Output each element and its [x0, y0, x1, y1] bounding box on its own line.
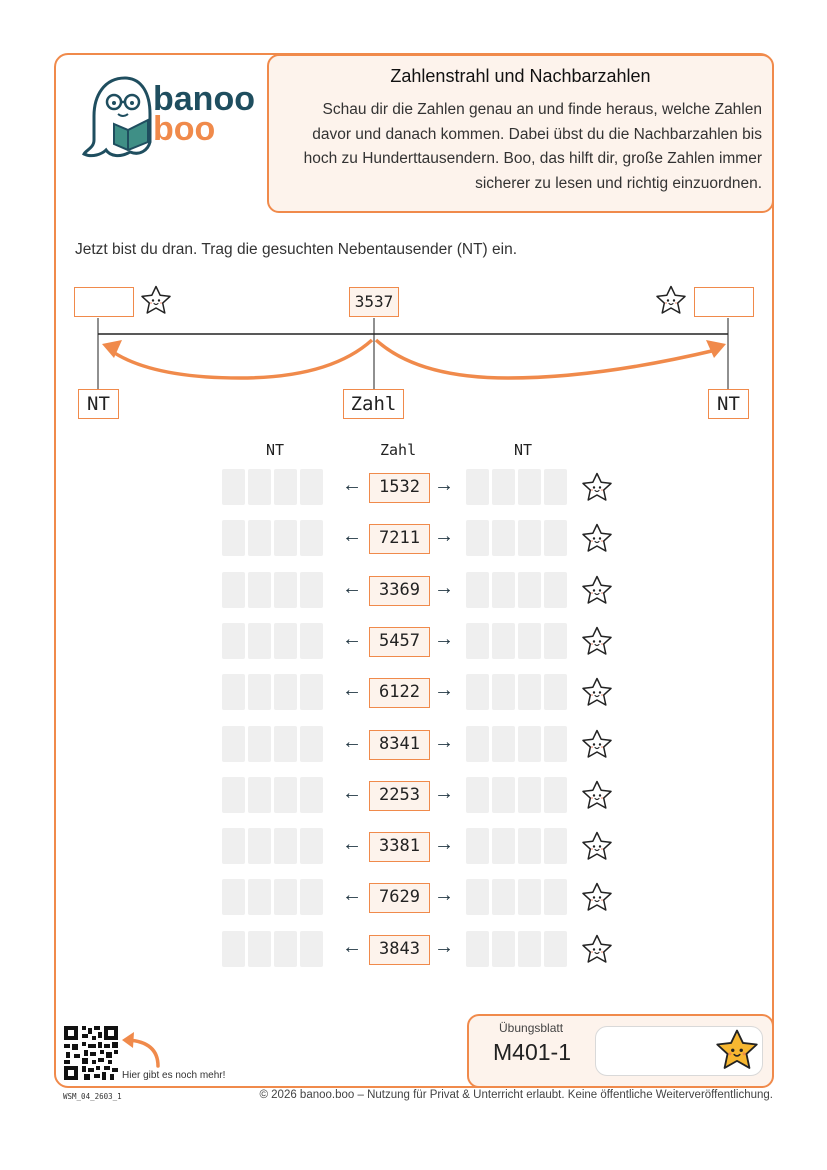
right-nt-digit-cell[interactable] [518, 572, 541, 608]
left-arrow-icon: ← [342, 627, 362, 650]
right-nt-digit-cell[interactable] [544, 726, 567, 762]
right-arrow-icon: → [434, 679, 454, 702]
star-face-icon [580, 676, 614, 710]
right-nt-digit-cell[interactable] [466, 520, 489, 556]
qr-caption: Hier gibt es noch mehr! [122, 1070, 226, 1081]
left-nt-digit-cell[interactable] [248, 469, 271, 505]
document-id: WSM_04_2603_1 [63, 1092, 122, 1101]
right-nt-digit-cell[interactable] [518, 879, 541, 915]
right-nt-digit-cell[interactable] [466, 674, 489, 710]
left-nt-digit-cell[interactable] [300, 828, 323, 864]
right-nt-digit-cell[interactable] [492, 469, 515, 505]
right-nt-digit-cell[interactable] [466, 777, 489, 813]
given-number: 3369 [369, 576, 430, 606]
header-left-nt: NT [266, 441, 285, 459]
right-arrow-icon: → [434, 627, 454, 650]
left-arrow-icon: ← [342, 935, 362, 958]
left-nt-digit-cell[interactable] [222, 623, 245, 659]
instruction-text: Jetzt bist du dran. Trag die gesuchten Nebentausender (NT) ein. [75, 241, 517, 258]
left-arrow-icon: ← [342, 525, 362, 548]
right-nt-digit-cell[interactable] [518, 520, 541, 556]
right-nt-digit-cell[interactable] [492, 726, 515, 762]
right-nt-digit-cell[interactable] [492, 520, 515, 556]
sheet-label: Übungsblatt [499, 1021, 564, 1035]
star-face-icon [580, 471, 614, 505]
star-face-icon [580, 830, 614, 864]
right-nt-digit-cell[interactable] [492, 572, 515, 608]
left-nt-digit-cell[interactable] [274, 623, 297, 659]
given-number: 3381 [369, 832, 430, 862]
right-arrow-icon: → [434, 474, 454, 496]
right-nt-digit-cell[interactable] [544, 931, 567, 967]
sheet-code: M401-1 [493, 1039, 571, 1065]
left-nt-digit-cell[interactable] [274, 777, 297, 813]
given-number: 2253 [369, 781, 430, 811]
table-row [0, 572, 827, 608]
curved-arrow-icon [118, 1028, 168, 1070]
right-nt-digit-cell[interactable] [466, 623, 489, 659]
right-arrow-icon: → [434, 833, 454, 856]
star-face-icon [580, 933, 614, 967]
left-nt-digit-cell[interactable] [248, 879, 271, 915]
left-nt-digit-cell[interactable] [222, 726, 245, 762]
right-nt-digit-cell[interactable] [518, 931, 541, 967]
given-number: 7629 [369, 883, 430, 913]
right-nt-digit-cell[interactable] [518, 726, 541, 762]
right-nt-digit-cell[interactable] [466, 828, 489, 864]
right-nt-digit-cell[interactable] [466, 726, 489, 762]
right-nt-digit-cell[interactable] [466, 572, 489, 608]
left-arrow-icon: ← [342, 884, 362, 907]
star-face-icon [580, 625, 614, 659]
star-face-filled-icon [711, 1027, 763, 1075]
right-nt-digit-cell[interactable] [544, 469, 567, 505]
left-nt-digit-cell[interactable] [274, 879, 297, 915]
left-nt-digit-cell[interactable] [274, 520, 297, 556]
star-face-icon [580, 574, 614, 608]
left-arrow-icon: ← [342, 781, 362, 804]
left-nt-digit-cell[interactable] [300, 469, 323, 505]
left-nt-digit-cell[interactable] [300, 726, 323, 762]
left-nt-digit-cell[interactable] [300, 520, 323, 556]
right-nt-digit-cell[interactable] [544, 623, 567, 659]
right-arrow-icon: → [434, 730, 454, 753]
right-arrow-icon: → [434, 576, 454, 599]
right-nt-digit-cell[interactable] [518, 623, 541, 659]
left-nt-digit-cell[interactable] [248, 520, 271, 556]
right-nt-digit-cell[interactable] [492, 931, 515, 967]
right-arrow-icon: → [434, 525, 454, 548]
table-row [0, 726, 827, 762]
qr-code-icon[interactable] [64, 1026, 118, 1080]
example-right-answer-box[interactable] [694, 287, 754, 317]
given-number: 1532 [369, 473, 430, 503]
brand-line-1: banoo [153, 80, 255, 118]
right-nt-digit-cell[interactable] [544, 520, 567, 556]
left-nt-digit-cell[interactable] [274, 469, 297, 505]
right-nt-digit-cell[interactable] [518, 674, 541, 710]
left-nt-digit-cell[interactable] [222, 520, 245, 556]
copyright-notice: © 2026 banoo.boo – Nutzung für Privat & Unterricht erlaubt. Keine öffentliche Weiterveröffentlichung. [259, 1089, 773, 1101]
label-right-nt: NT [708, 389, 749, 419]
right-nt-digit-cell[interactable] [492, 828, 515, 864]
star-face-icon [580, 522, 614, 556]
given-number: 3843 [369, 935, 430, 965]
header-zahl: Zahl [380, 441, 417, 459]
left-nt-digit-cell[interactable] [248, 828, 271, 864]
given-number: 5457 [369, 627, 430, 657]
left-nt-digit-cell[interactable] [222, 469, 245, 505]
label-zahl: Zahl [343, 389, 404, 419]
right-nt-digit-cell[interactable] [544, 674, 567, 710]
left-arrow-icon: ← [342, 474, 362, 496]
left-arrow-icon: ← [342, 576, 362, 599]
right-nt-digit-cell[interactable] [492, 777, 515, 813]
left-nt-digit-cell[interactable] [300, 931, 323, 967]
table-row [0, 777, 827, 813]
left-nt-digit-cell[interactable] [248, 726, 271, 762]
table-row [0, 828, 827, 864]
left-nt-digit-cell[interactable] [274, 572, 297, 608]
left-nt-digit-cell[interactable] [222, 777, 245, 813]
left-nt-digit-cell[interactable] [300, 674, 323, 710]
right-nt-digit-cell[interactable] [518, 469, 541, 505]
right-arrow-icon: → [434, 884, 454, 907]
left-nt-digit-cell[interactable] [274, 674, 297, 710]
left-arrow-icon: ← [342, 679, 362, 702]
example-left-answer-box[interactable] [74, 287, 134, 317]
right-nt-digit-cell[interactable] [466, 931, 489, 967]
left-nt-digit-cell[interactable] [300, 623, 323, 659]
right-nt-digit-cell[interactable] [466, 469, 489, 505]
example-number: 3537 [349, 287, 399, 317]
left-nt-digit-cell[interactable] [248, 931, 271, 967]
table-row [0, 469, 827, 505]
right-arrow-icon: → [434, 781, 454, 804]
left-nt-digit-cell[interactable] [248, 777, 271, 813]
right-arrow-icon: → [434, 935, 454, 958]
right-nt-digit-cell[interactable] [492, 879, 515, 915]
right-nt-digit-cell[interactable] [492, 623, 515, 659]
right-nt-digit-cell[interactable] [544, 572, 567, 608]
left-nt-digit-cell[interactable] [248, 674, 271, 710]
table-row [0, 520, 827, 556]
table-row [0, 674, 827, 710]
table-row [0, 879, 827, 915]
task-description: Schau dir die Zahlen genau an und finde heraus, welche Zahlen davor und danach kommen. Dabei übst du die Nachbarzahlen bis hoch zu Hunderttausendern. Boo, das hilft dir, große Zahlen immer sicherer zu lesen und richtig einzuordnen. [303, 101, 762, 192]
right-nt-digit-cell[interactable] [544, 879, 567, 915]
table-row [0, 623, 827, 659]
right-nt-digit-cell[interactable] [544, 828, 567, 864]
left-nt-digit-cell[interactable] [300, 777, 323, 813]
brand-line-2: boo [153, 110, 216, 148]
left-nt-digit-cell[interactable] [300, 572, 323, 608]
left-nt-digit-cell[interactable] [222, 828, 245, 864]
star-face-icon [580, 881, 614, 915]
page-title: Zahlenstrahl und Nachbarzahlen [390, 66, 651, 86]
right-nt-digit-cell[interactable] [492, 674, 515, 710]
given-number: 7211 [369, 524, 430, 554]
star-face-icon [580, 728, 614, 762]
right-nt-digit-cell[interactable] [544, 777, 567, 813]
left-nt-digit-cell[interactable] [274, 931, 297, 967]
star-face-icon [139, 284, 173, 318]
star-face-icon [654, 284, 688, 318]
right-nt-digit-cell[interactable] [518, 828, 541, 864]
left-nt-digit-cell[interactable] [222, 931, 245, 967]
given-number: 6122 [369, 678, 430, 708]
right-nt-digit-cell[interactable] [518, 777, 541, 813]
label-left-nt: NT [78, 389, 119, 419]
left-nt-digit-cell[interactable] [248, 572, 271, 608]
left-nt-digit-cell[interactable] [300, 879, 323, 915]
left-arrow-icon: ← [342, 730, 362, 753]
given-number: 8341 [369, 730, 430, 760]
right-nt-digit-cell[interactable] [466, 879, 489, 915]
left-arrow-icon: ← [342, 833, 362, 856]
left-nt-digit-cell[interactable] [274, 828, 297, 864]
table-row [0, 931, 827, 967]
left-nt-digit-cell[interactable] [274, 726, 297, 762]
left-nt-digit-cell[interactable] [222, 572, 245, 608]
left-nt-digit-cell[interactable] [222, 879, 245, 915]
left-nt-digit-cell[interactable] [222, 674, 245, 710]
star-face-icon [580, 779, 614, 813]
header-right-nt: NT [514, 441, 533, 459]
left-nt-digit-cell[interactable] [248, 623, 271, 659]
number-line-diagram [0, 0, 827, 430]
